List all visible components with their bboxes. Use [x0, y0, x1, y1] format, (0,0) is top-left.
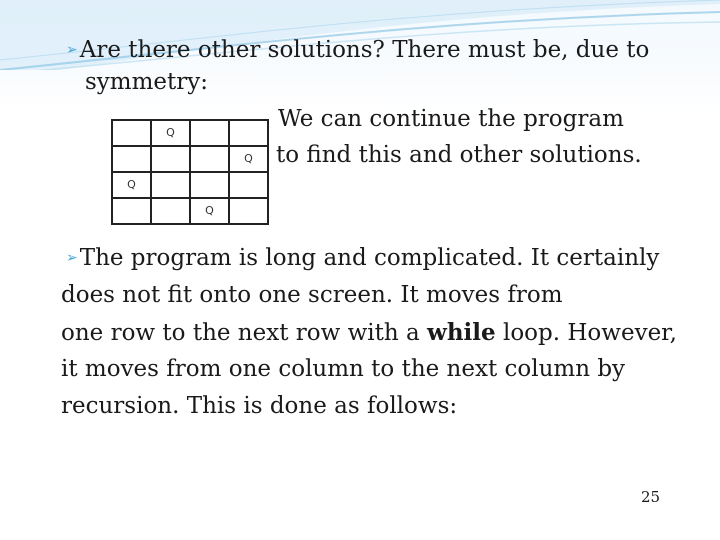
- bullet-icon: ➢: [66, 42, 78, 58]
- queens-board: [111, 119, 269, 225]
- bullet-2-text-1: The program is long and complicated. It certainly: [79, 245, 660, 271]
- board-cell: [190, 172, 229, 198]
- board-cell: [229, 120, 268, 146]
- bullet-2-line-2: does not fit onto one screen. It moves from: [61, 282, 563, 308]
- board-row: [112, 120, 268, 146]
- line-3-post: loop. However,: [495, 320, 677, 346]
- line-3-pre: one row to the next row with a: [61, 320, 428, 346]
- board-cell: Q: [229, 146, 268, 172]
- board-cell: [151, 146, 190, 172]
- bullet-2-line-3: [61, 314, 677, 352]
- board-row: [112, 198, 268, 224]
- side-note-line-1: We can continue the program: [278, 106, 624, 132]
- board-cell: [112, 146, 151, 172]
- bullet-2-line-5: recursion. This is done as follows:: [61, 393, 458, 419]
- board-cell: Q: [151, 120, 190, 146]
- board-row: [112, 146, 268, 172]
- bullet-1-line-2: symmetry:: [85, 69, 209, 95]
- board-cell: Q: [112, 172, 151, 198]
- board-row: [112, 172, 268, 198]
- bullet-icon: ➢: [66, 250, 78, 266]
- board-cell: [151, 198, 190, 224]
- board-cell: Q: [190, 198, 229, 224]
- board-cell: [112, 198, 151, 224]
- keyword-while: while: [427, 319, 496, 346]
- bullet-2-line-1: [66, 240, 659, 277]
- bullet-1-text-1: Are there other solutions? There must be, due to: [79, 37, 650, 63]
- board-cell: [190, 146, 229, 172]
- board-cell: [151, 172, 190, 198]
- board-cell: [229, 172, 268, 198]
- side-note-line-2: to find this and other solutions.: [276, 142, 642, 168]
- board-cell: [190, 120, 229, 146]
- page-number: 25: [641, 488, 661, 506]
- board-cell: [229, 198, 268, 224]
- board-cell: [112, 120, 151, 146]
- bullet-2-line-4: it moves from one column to the next column by: [61, 356, 626, 382]
